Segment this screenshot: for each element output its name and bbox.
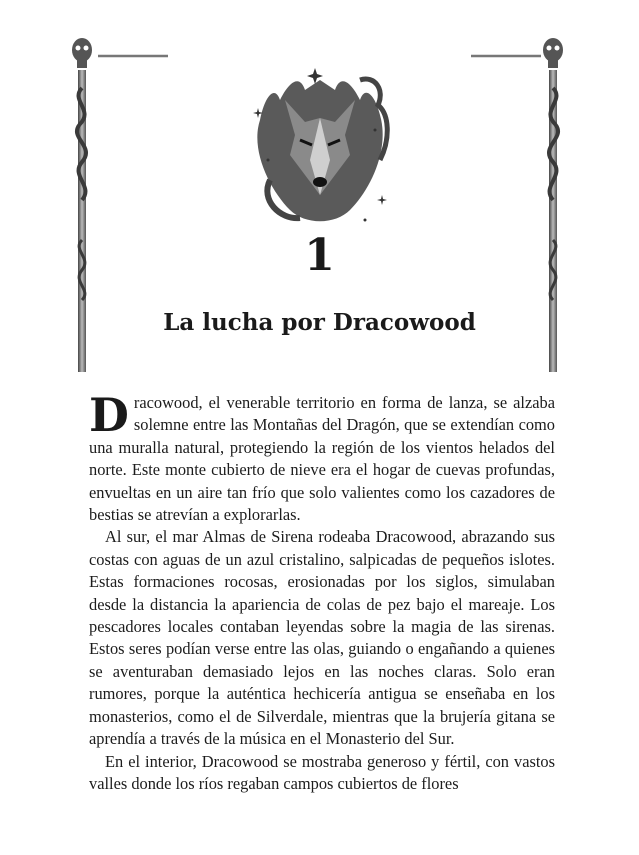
paragraph-1-text: racowood, el venerable territorio en forma de lanza, se alzaba solemne entre las Montañas del Dragón, que se extendían como una muralla natural, protegiendo la región de los vientos helados del norte. Este monte cubierto de nieve era el hogar de cuevas profundas, envueltas en un aire tan frío que solo valientes como los cazadores de bestias se atrevían a explorarlas.: [89, 393, 555, 525]
wolf-emblem-icon: [240, 60, 400, 235]
chapter-body: [89, 388, 555, 795]
paragraph-3: En el interior, Dracowood se mostraba generoso y fértil, con vastos valles donde los ríos regaban campos cubiertos de flores: [89, 751, 555, 793]
chapter-title: La lucha por Dracowood: [163, 309, 476, 336]
drop-cap: D: [89, 388, 129, 442]
chapter-number: 1: [304, 230, 335, 281]
paragraph-1: [89, 388, 555, 526]
paragraph-2: Al sur, el mar Almas de Sirena rodeaba Dracowood, abrazando sus costas con aguas de un azul cristalino, salpicadas de pequeños islotes. Estas formaciones rocosas, erosionadas por los siglos, simulaban desde la distancia la apariencia de colas de pez bajo el mareaje. Los pescadores locales contaban leyendas sobre la magia de las sirenas. Estos seres podían verse entre las olas, guiando o engañando a quienes se aventuraban demasiado lejos en las noches claras. Solo eran rumores, porque la auténtica hechicería antigua se enseñaba en los monasterios, como el de Silverdale, mientras que la brujería gitana se aprendía a través de la música en el Monasterio del Sur.: [89, 527, 555, 749]
